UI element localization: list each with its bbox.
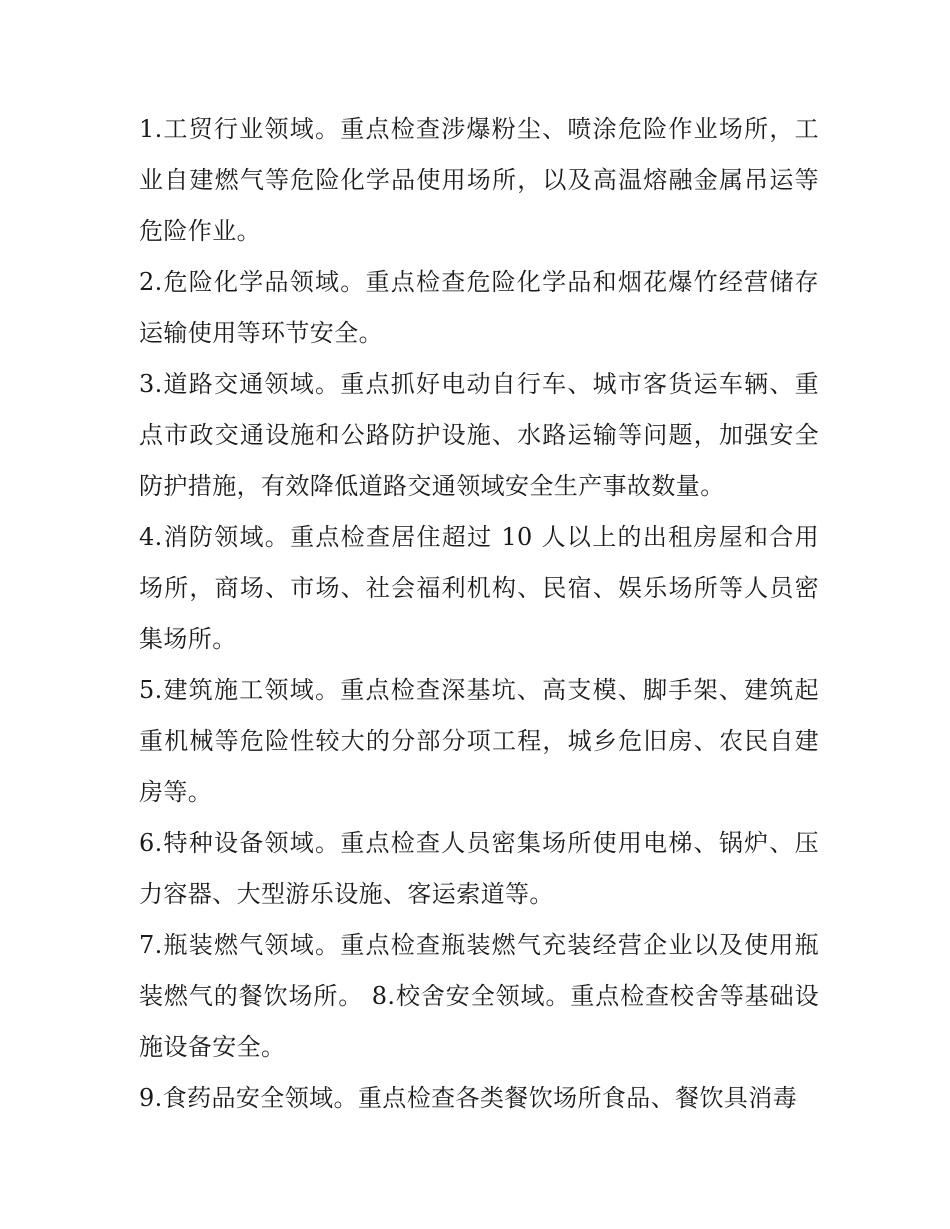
paragraph-construction: 5.建筑施工领域。重点检查深基坑、高支模、脚手架、建筑起重机械等危险性较大的分部分项工程，城乡危旧房、农民自建房等。 [139, 676, 819, 806]
paragraph-bottled-gas-and-school: 7.瓶装燃气领域。重点检查瓶装燃气充装经营企业以及使用瓶装燃气的餐饮场所。 8.校舍安全领域。重点检查校舍等基础设施设备安全。 [139, 931, 819, 1061]
paragraph-fire-protection: 4.消防领域。重点检查居住超过 10 人以上的出租房屋和合用场所，商场、市场、社会福利机构、民宿、娱乐场所等人员密集场所。 [139, 523, 819, 653]
paragraph-food-drug-safety: 9.食药品安全领域。重点检查各类餐饮场所食品、餐饮具消毒 [139, 1084, 798, 1112]
paragraph-hazardous-chemicals: 2.危险化学品领域。重点检查危险化学品和烟花爆竹经营储存运输使用等环节安全。 [139, 268, 819, 347]
paragraph-road-traffic: 3.道路交通领域。重点抓好电动自行车、城市客货运车辆、重点市政交通设施和公路防护设施、水路运输等问题，加强安全防护措施，有效降低道路交通领域安全生产事故数量。 [139, 370, 819, 500]
paragraph-special-equipment: 6.特种设备领域。重点检查人员密集场所使用电梯、锅炉、压力容器、大型游乐设施、客运索道等。 [139, 829, 819, 908]
document-body [139, 104, 819, 1124]
paragraph-industry-trade: 1.工贸行业领域。重点检查涉爆粉尘、喷涂危险作业场所，工业自建燃气等危险化学品使用场所，以及高温熔融金属吊运等危险作业。 [139, 115, 819, 245]
